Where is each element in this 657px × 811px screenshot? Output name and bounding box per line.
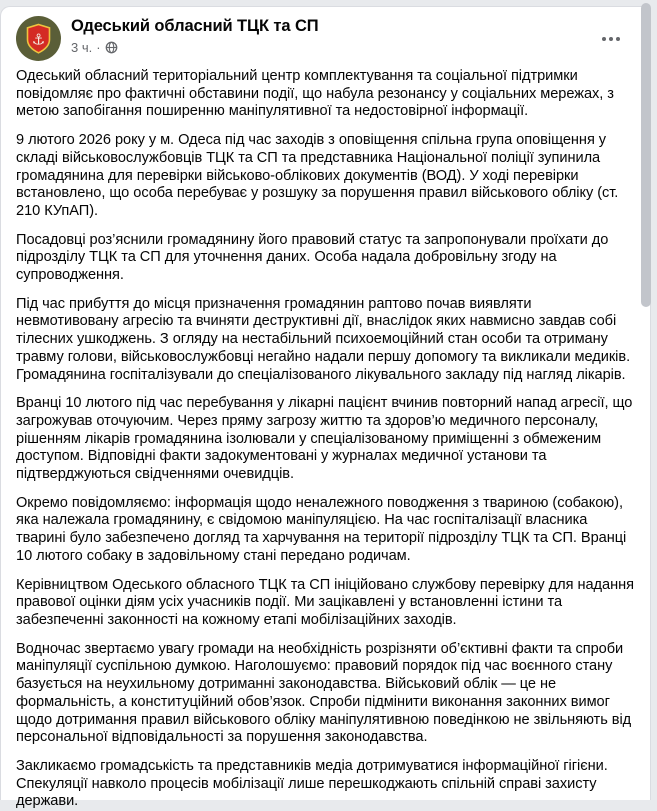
scrollbar-thumb[interactable] <box>641 3 651 307</box>
post-paragraph: Керівництвом Одеського обласного ТЦК та СП ініційовано службову перевірку для надання правової оцінки діям усіх учасників події. Ми зацікавлені у встановленні істини та забезпеченні законності на кожному етапі мобілізаційних заходів. <box>16 576 634 628</box>
post-card <box>0 6 651 810</box>
channel-name[interactable]: Одеський обласний ТЦК та СП <box>71 17 319 35</box>
post-paragraph: Вранці 10 лютого під час перебування у лікарні пацієнт вчинив повторний напад агресії, що загрожував оточуючим. Через пряму загрозу життю та здоров’ю медичного персоналу, рішенням лікарів громадянина ізолювали у спеціалізованому приміщенні з обмеженим доступом. Відповідні факти задокументовані у журналах медичної установи та підтверджуються свідченнями очевидців. <box>16 395 633 483</box>
post-paragraph: Посадовці роз’яснили громадянину його правовий статус та запропонували проїхати до підрозділу ТЦК та СП для уточнення даних. Особа надала добровільну згоду на супроводження. <box>16 231 609 284</box>
post-header <box>1 7 650 64</box>
meta-separator: · <box>96 40 101 55</box>
post-paragraph: Водночас звертаємо увагу громади на необхідність розрізняти об’єктивні факти та спроби маніпуляції суспільною думкою. Наголошуємо: правовий порядок під час воєнного стану базується на неухильному дотриманні законодавства. Військовий облік — це не формальність, а конституційний обов’язок. Спроби підмінити виконання законних вимог щодо дотримання правил військового обліку маніпулятивною поведінкою не звільняють від персональної відповідальності за порушення законодавства. <box>16 640 632 746</box>
post-menu-button[interactable] <box>598 31 624 47</box>
header-text-block <box>71 16 319 55</box>
post-content <box>1 64 650 811</box>
post-paragraph: Закликаємо громадськість та представників медіа дотримуватися інформаційної гігієни. Спекуляції навколо процесів мобілізації лише перешкоджають спільній справі захисту держави. <box>16 757 608 810</box>
globe-icon <box>105 41 118 54</box>
post-paragraph: Одеський обласний територіальний центр комплектування та соціальної підтримки повідомляє про фактичні обставини події, що набула резонансу у соціальних мережах, з метою запобігання поширенню маніпулятивної та недостовірної інформації. <box>16 68 614 120</box>
post-paragraph: 9 лютого 2026 року у м. Одеса під час заходів з оповіщення спільна група оповіщення у складі військовослужбовців ТЦК та СП та представника Національної поліції зупинила громадянина для перевірки військово-облікових документів (ВОД). У ході перевірки встановлено, що особа перебуває у розшуку за порушення правил військового обліку (ст. 210 КУпАП). <box>16 132 619 219</box>
timestamp[interactable]: 3 ч. <box>71 40 93 55</box>
scrollbar-track[interactable] <box>641 0 657 800</box>
svg-text:⚓: ⚓ <box>31 30 46 49</box>
post-meta <box>71 40 319 55</box>
post-paragraph: Під час прибуття до місця призначення громадянин раптово почав виявляти невмотивовану агресію та вчиняти деструктивні дії, внаслідок яких навмисно завдав собі тілесних ушкоджень. З огляду на нестабільний психоемоційний стан особи та отриману травму голови, військовослужбовці негайно надали першу допомогу та викликали медиків. Громадянина госпіталізували до спеціалізованого лікувального закладу під нагляд лікарів. <box>16 295 631 383</box>
anchor-shield-icon <box>16 16 61 61</box>
avatar[interactable] <box>16 16 61 61</box>
ellipsis-icon <box>602 37 606 41</box>
post-paragraph: Окремо повідомляємо: інформація щодо неналежного поводження з твариною (собакою), яка належала громадянину, є свідомою маніпуляцією. На час госпіталізації власника тварині було забезпечено догляд та харчування на території підрозділу ТЦК та СП. Вранці 10 лютого собаку в задовільному стані передано родичам. <box>16 494 627 564</box>
